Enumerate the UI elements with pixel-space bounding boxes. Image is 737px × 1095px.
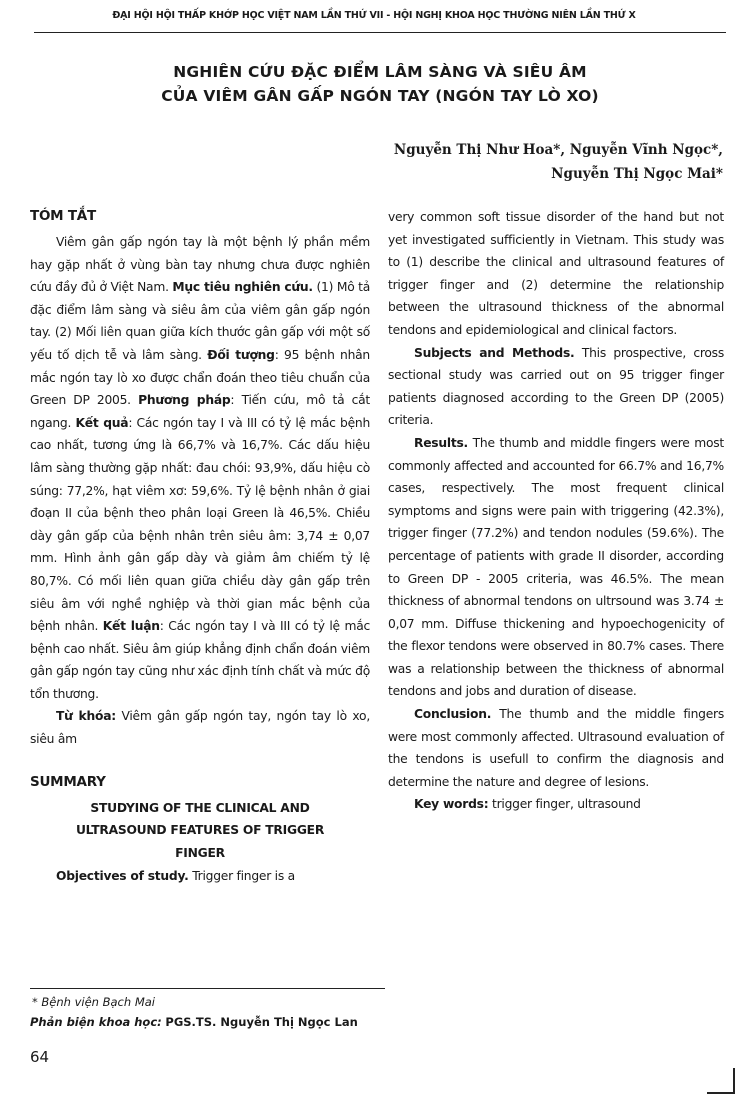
en-results-label: Results.	[414, 435, 468, 450]
page-number: 64	[30, 1048, 50, 1066]
reviewer-name: PGS.TS. Nguyễn Thị Ngọc Lan	[165, 1015, 358, 1029]
page-edge-mark	[707, 1068, 735, 1094]
summary-subtitle-line-1: STUDYING OF THE CLINICAL AND	[90, 800, 310, 815]
vi-keywords-text: Viêm gân gấp ngón tay, ngón tay lò xo, siêu âm	[30, 709, 370, 747]
en-conclusion	[388, 703, 724, 793]
vi-conclusion-text: : Các ngón tay I và III có tỷ lệ mắc bệnh cao nhất. Siêu âm giúp khẳng định chẩn đoán viêm gân gấp ngón tay cũng như xác định tính chất và mức độ tổn thương.	[30, 619, 370, 701]
en-subjects-text: This prospective, cross sectional study was carried out on 95 trigger finger patients diagnosed according to the Green DP (2005) criteria.	[388, 345, 724, 428]
en-objectives-continued	[388, 206, 724, 342]
authors-line-1: Nguyễn Thị Như Hoa*, Nguyễn Vĩnh Ngọc*,	[393, 142, 723, 158]
vi-methods-text: : Tiến cứu, mô tả cắt ngang.	[30, 393, 370, 430]
en-keywords	[388, 793, 724, 816]
vi-objective-label: Mục tiêu nghiên cứu.	[172, 280, 313, 295]
vi-intro: Viêm gân gấp ngón tay là một bệnh lý phần mềm hay gặp nhất ở vùng bàn tay nhưng chưa được nghiên cứu đầy đủ ở Việt Nam.	[30, 235, 370, 295]
en-conclusion-text: The thumb and the middle fingers were most commonly affected. Ultrasound evaluation of the tendons is usefull to confirm the diagnosis and determine the nature and degree of lesions.	[388, 707, 724, 789]
footnote-affiliation: * Bệnh viện Bạch Mai	[32, 995, 155, 1009]
en-keywords-label: Key words:	[414, 797, 489, 812]
vi-subjects-label: Đối tượng	[207, 347, 275, 362]
left-column	[30, 205, 370, 888]
title-line-1: NGHIÊN CỨU ĐẶC ĐIỂM LÂM SÀNG VÀ SIÊU ÂM	[173, 63, 587, 81]
vi-subjects-text: : 95 bệnh nhân mắc ngón tay lò xo được chẩn đoán theo tiêu chuẩn của Green DP 2005.	[30, 347, 370, 408]
vi-objective-text: (1) Mô tả đặc điểm lâm sàng và siêu âm của viêm gân gấp ngón tay. (2) Mối liên quan giữa kích thước gân gấp với một số yếu tố dịch tễ và lâm sàng.	[30, 280, 370, 362]
en-objectives-label: Objectives of study.	[56, 869, 189, 884]
en-subjects	[388, 342, 724, 432]
footnote-rule	[30, 988, 385, 989]
vi-keywords	[30, 705, 370, 750]
reviewer-label: Phản biện khoa học:	[30, 1015, 162, 1029]
summary-subtitle	[30, 797, 370, 865]
right-column	[388, 206, 724, 816]
en-subjects-label: Subjects and Methods.	[414, 345, 575, 360]
vi-abstract-heading: TÓM TẮT	[30, 208, 96, 224]
vi-keywords-label: Từ khóa:	[56, 709, 116, 724]
author-list	[394, 138, 723, 186]
article-title	[34, 60, 726, 108]
title-line-2: CỦA VIÊM GÂN GẤP NGÓN TAY (NGÓN TAY LÒ XO)	[161, 87, 599, 105]
vi-methods-label: Phương pháp	[138, 393, 231, 408]
en-conclusion-label: Conclusion.	[414, 707, 492, 722]
summary-subtitle-line-3: FINGER	[175, 846, 225, 861]
summary-subtitle-line-2: ULTRASOUND FEATURES OF TRIGGER	[75, 823, 325, 838]
en-results-text: The thumb and middle fingers were most commonly affected and accounted for 66.7% and 16,7% cases, respectively. The most frequent clinical symptoms and signs were pain with triggering (42.3%), trigger finger (77.2%) and tendon nodules (59.6%). The percentage of patients with grade II disorder, according to Green DP - 2005 criteria, was 46.5%. The mean thickness of abnormal tendons on ultrsound was 3.74 ± 0,07 mm. Diffuse thickening and hypoechogenicity of the flexor tendons were observed in 80.7% cases. There was a relationship between the thickness of abnormal tendons and jobs and duration of disease.	[388, 435, 724, 699]
en-objectives-text-part2: very common soft tissue disorder of the hand but not yet investigated sufficiently in Vietnam. This study was to (1) describe the clinical and ultrasound features of trigger finger and (2) determine the relationship between the ultrasound thickness of the abnormal tendons and epidemiological and clinical factors.	[388, 210, 724, 337]
en-keywords-text: trigger finger, ultrasound	[492, 797, 641, 812]
en-results	[388, 432, 724, 703]
summary-heading: SUMMARY	[30, 773, 106, 790]
vi-results-text: : Các ngón tay I và III có tỷ lệ mắc bệnh cao nhất, tương ứng là 66,7% và 16,7%. Các dấu hiệu lâm sàng thường gặp nhất: đau chói: 93,9%, dấu hiệu cò súng: 77,2%, hạt viêm xơ: 59,6%. Tỷ lệ bệnh nhân ở giai đoạn II của bệnh theo phân loại Green là 46,5%. Chiều dày gân gấp của bệnh nhân trên siêu âm: 3,74 ± 0,07 mm. Hình ảnh gân gấp dày và giảm âm chiếm tỷ lệ 80,7%. Có mối liên quan giữa chiều dày gân gấp trên siêu âm với nghề nghiệp và thời gian mắc bệnh của bệnh nhân.	[30, 415, 370, 634]
running-header: ĐẠI HỘI HỘI THẤP KHỚP HỌC VIỆT NAM LẦN THỨ VII - HỘI NGHỊ KHOA HỌC THƯỜNG NIÊN LẦN THỨ X	[112, 10, 636, 21]
en-objectives-text-part1: Trigger finger is a	[192, 869, 295, 884]
vi-results-label: Kết quả	[75, 415, 129, 430]
vi-conclusion-label: Kết luận	[102, 619, 160, 634]
footnote	[30, 992, 358, 1032]
header-rule	[34, 32, 726, 33]
en-objectives-start	[30, 865, 370, 888]
footnote-reviewer	[30, 1012, 358, 1032]
vi-abstract-paragraph	[30, 231, 370, 705]
authors-line-2: Nguyễn Thị Ngọc Mai*	[551, 166, 723, 182]
